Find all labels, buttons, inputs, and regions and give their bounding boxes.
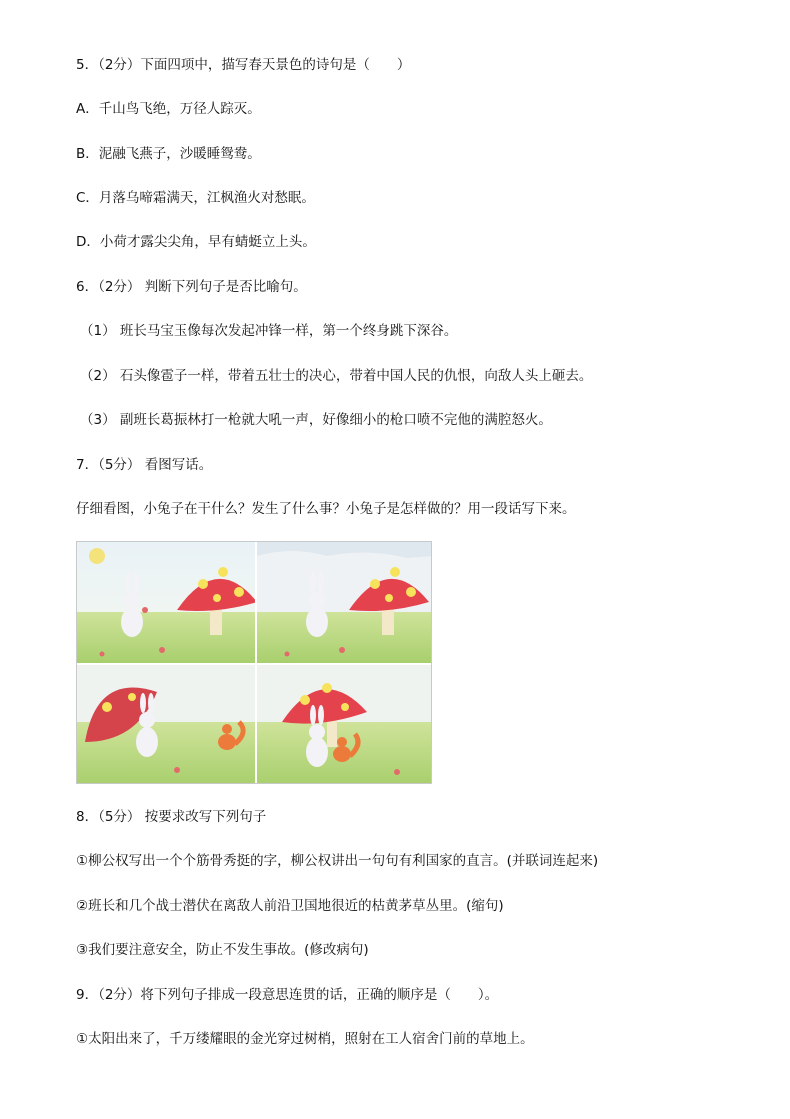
question-5-stem: 5．（2分）下面四项中，描写春天景色的诗句是（ ）	[76, 57, 411, 73]
question-8-stem: 8．（5分） 按要求改写下列句子	[76, 809, 267, 825]
panel-3	[77, 665, 255, 784]
question-9-stem: 9．（2分）将下列句子排成一段意思连贯的话，正确的顺序是（ ）。	[76, 987, 499, 1003]
option-c: C．月落乌啼霜满天，江枫渔火对愁眠。	[76, 190, 315, 206]
question-7-prompt: 仔细看图，小兔子在干什么？发生了什么事？小兔子是怎样做的？用一段话写下来。	[76, 501, 576, 517]
panel-1	[77, 542, 257, 663]
option-a: A．千山鸟飞绝，万径人踪灭。	[76, 101, 261, 117]
question-8-item-1: ①柳公权写出一个个筋骨秀挺的字，柳公权讲出一句句有利国家的直言。(并联词连起来)	[76, 853, 599, 869]
panel-2	[257, 542, 432, 663]
question-9-sentence-1: ①太阳出来了，千万缕耀眼的金光穿过树梢，照射在工人宿舍门前的草地上。	[76, 1031, 534, 1047]
option-d: D．小荷才露尖尖角，早有蜻蜓立上头。	[76, 234, 316, 250]
question-8-item-3: ③我们要注意安全，防止不发生事故。(修改病句)	[76, 942, 369, 958]
question-6-item-1: （1） 班长马宝玉像每次发起冲锋一样，第一个终身跳下深谷。	[80, 323, 458, 339]
option-b: B．泥融飞燕子，沙暖睡鸳鸯。	[76, 146, 261, 162]
panel-4	[257, 665, 432, 784]
question-6-stem: 6．（2分） 判断下列句子是否比喻句。	[76, 279, 307, 295]
rabbit	[121, 607, 143, 637]
squirrel	[218, 734, 236, 750]
rabbit-mushroom-comic	[77, 542, 432, 784]
question-8-item-2: ②班长和几个战士潜伏在离敌人前沿卫国地很近的枯黄茅草丛里。(缩句)	[76, 898, 504, 914]
question-7-stem: 7．（5分） 看图写话。	[76, 457, 213, 473]
question-6-item-3: （3） 副班长葛振林打一枪就大吼一声，好像细小的枪口喷不完他的满腔怒火。	[80, 412, 552, 428]
picture-story-illustration	[76, 541, 432, 784]
question-6-item-2: （2） 石头像雹子一样，带着五壮士的决心，带着中国人民的仇恨，向敌人头上砸去。	[80, 368, 593, 384]
sun-icon	[89, 548, 105, 564]
